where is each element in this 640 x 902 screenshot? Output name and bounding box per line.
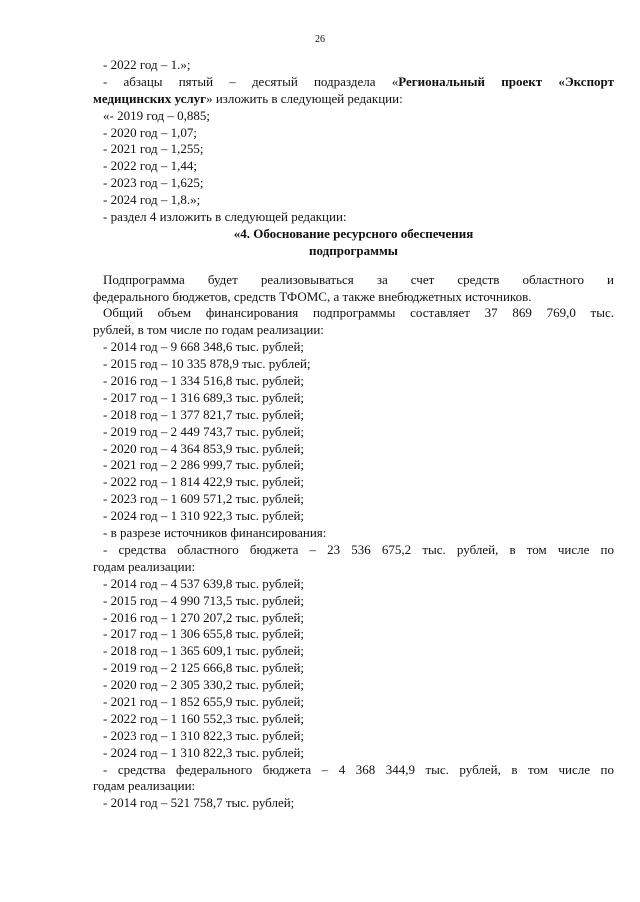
list-item: - раздел 4 изложить в следующей редакции: <box>103 209 347 225</box>
list-item: - 2014 год – 9 668 348,6 тыс. рублей; <box>103 339 305 355</box>
list-item: - 2017 год – 1 316 689,3 тыс. рублей; <box>103 389 305 405</box>
text-line: - 2022 год – 1.»; <box>103 57 191 72</box>
projects-intro-end: » изложить в следующей редакции: <box>206 90 403 106</box>
list-item: - 2022 год – 1 160 552,3 тыс. рублей; <box>103 710 305 726</box>
section-heading-line1: «4. Обоснование ресурсного обеспечения <box>233 225 474 241</box>
projects-intro-line1 <box>93 74 614 91</box>
paragraph-line: Общий объем финансирования подпрограммы составляет 37 869 769,0 тыс. <box>103 305 614 321</box>
list-item: - 2014 год – 4 537 639,8 тыс. рублей; <box>103 575 305 591</box>
paragraph-line: - средства областного бюджета – 23 536 675,2 тыс. рублей, в том числе по <box>103 541 614 557</box>
list-item: - 2015 год – 10 335 878,9 тыс. рублей; <box>103 356 311 372</box>
document-body <box>93 57 614 812</box>
list-item: - в разрезе источников финансирования: <box>103 525 327 541</box>
list-item: - 2024 год – 1,8.»; <box>103 192 201 208</box>
list-item: - 2022 год – 1 814 422,9 тыс. рублей; <box>103 474 305 490</box>
list-item: - 2024 год – 1 310 922,3 тыс. рублей; <box>103 508 305 524</box>
paragraph-line: федерального бюджетов, средств ТФОМС, а также внебюджетных источников. <box>93 288 532 304</box>
paragraph-line: годам реализации: <box>93 778 196 794</box>
list-item: - 2016 год – 1 270 207,2 тыс. рублей; <box>103 609 305 625</box>
project-title-part1: Региональный проект «Экспорт <box>398 73 615 89</box>
list-item: - 2019 год – 2 125 666,8 тыс. рублей; <box>103 660 305 676</box>
list-item: - 2015 год – 4 990 713,5 тыс. рублей; <box>103 592 305 608</box>
list-item: - 2018 год – 1 377 821,7 тыс. рублей; <box>103 406 305 422</box>
paragraph-line: годам реализации: <box>93 558 196 574</box>
list-item: - 2016 год – 1 334 516,8 тыс. рублей; <box>103 373 305 389</box>
section-heading-line2: подпрограммы <box>309 242 398 258</box>
list-item: - 2021 год – 1 852 655,9 тыс. рублей; <box>103 693 305 709</box>
list-item: - 2023 год – 1 310 822,3 тыс. рублей; <box>103 727 305 743</box>
list-item: - 2020 год – 4 364 853,9 тыс. рублей; <box>103 440 305 456</box>
projects-intro-line2 <box>93 91 614 108</box>
list-item: - 2020 год – 2 305 330,2 тыс. рублей; <box>103 677 305 693</box>
list-item: - 2023 год – 1,625; <box>103 175 204 191</box>
list-item: - 2022 год – 1,44; <box>103 158 197 174</box>
projects-intro-start: - абзацы пятый – десятый подраздела « <box>103 73 399 89</box>
paragraph-line: - средства федерального бюджета – 4 368 344,9 тыс. рублей, в том числе по <box>103 761 614 777</box>
list-item: - 2023 год – 1 609 571,2 тыс. рублей; <box>103 491 305 507</box>
list-item: - 2018 год – 1 365 609,1 тыс. рублей; <box>103 643 305 659</box>
list-item: - 2014 год – 521 758,7 тыс. рублей; <box>103 795 295 811</box>
list-item: - 2024 год – 1 310 822,3 тыс. рублей; <box>103 744 305 760</box>
list-item: - 2017 год – 1 306 655,8 тыс. рублей; <box>103 626 305 642</box>
project-title-part2: медицинских услуг <box>93 90 207 106</box>
list-item: - 2020 год – 1,07; <box>103 124 197 140</box>
list-item: - 2021 год – 2 286 999,7 тыс. рублей; <box>103 457 305 473</box>
list-item: - 2021 год – 1,255; <box>103 141 204 157</box>
paragraph-line: Подпрограмма будет реализовываться за счет средств областного и <box>103 271 614 287</box>
paragraph-gap <box>93 260 614 272</box>
list-item: «- 2019 год – 0,885; <box>103 107 210 123</box>
list-item: - 2019 год – 2 449 743,7 тыс. рублей; <box>103 423 305 439</box>
paragraph-line: рублей, в том числе по годам реализации: <box>93 322 324 338</box>
page-number: 26 <box>315 34 325 45</box>
